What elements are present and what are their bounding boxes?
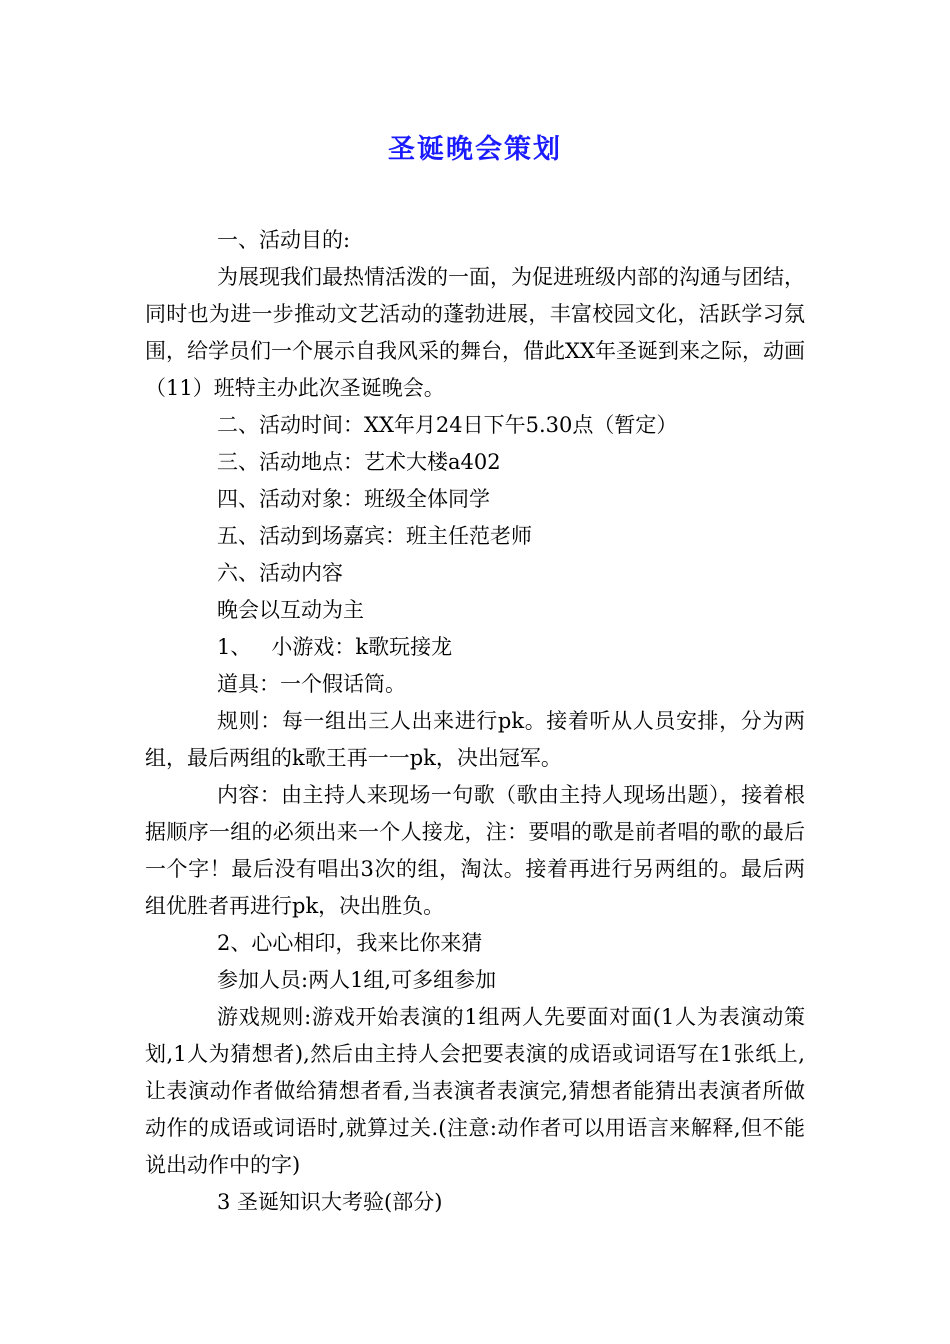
paragraph-game-2-title: 2、心心相印，我来比你来猜	[217, 931, 483, 955]
paragraph-game-3-title: 3 圣诞知识大考验(部分)	[217, 1190, 443, 1214]
paragraph-game-1-props: 道具：一个假话筒。	[217, 672, 406, 696]
paragraph-audience: 四、活动对象：班级全体同学	[217, 487, 490, 511]
paragraph-game-2-rules: 游戏规则:游戏开始表演的1组两人先要面对面(1人为表演动策划,1人为猜想者),然后由主持人会把要表演的成语或词语写在1张纸上,让表演动作者做给猜想者看,当表演者表演完,猜想者能猜出表演者所做动作的成语或词语时,就算过关.(注意:动作者可以用语言来解释,但不能说出动作中的字)	[145, 1005, 805, 1177]
paragraph-section-1-heading: 一、活动目的:	[217, 228, 351, 252]
paragraph-time: 二、活动时间：XX年月24日下午5.30点（暂定）	[217, 413, 678, 437]
paragraph-game-2-participants: 参加人员:两人1组,可多组参加	[217, 968, 497, 992]
paragraph-guests: 五、活动到场嘉宾：班主任范老师	[217, 524, 532, 548]
paragraph-game-1-rules: 规则：每一组出三人出来进行pk。接着听从人员安排，分为两组，最后两组的k歌王再一一pk，决出冠军。	[145, 709, 805, 770]
paragraph-interaction: 晚会以互动为主	[217, 598, 364, 622]
document-body	[145, 222, 805, 1221]
paragraph-game-1-content: 内容：由主持人来现场一句歌（歌由主持人现场出题），接着根据顺序一组的必须出来一个人接龙，注：要唱的歌是前者唱的歌的最后一个字！最后没有唱出3次的组，淘汰。接着再进行另两组的。最后两组优胜者再进行pk，决出胜负。	[145, 783, 805, 918]
paragraph-content-heading: 六、活动内容	[217, 561, 343, 585]
document-title: 圣诞晚会策划	[388, 134, 562, 165]
paragraph-purpose: 为展现我们最热情活泼的一面，为促进班级内部的沟通与团结，同时也为进一步推动文艺活动的蓬勃进展，丰富校园文化，活跃学习氛围，给学员们一个展示自我风采的舞台，借此XX年圣诞到来之际，动画（11）班特主办此次圣诞晚会。	[145, 265, 805, 400]
paragraph-location: 三、活动地点：艺术大楼a402	[217, 450, 501, 474]
paragraph-game-1-title: 1、 小游戏：k歌玩接龙	[217, 635, 453, 659]
